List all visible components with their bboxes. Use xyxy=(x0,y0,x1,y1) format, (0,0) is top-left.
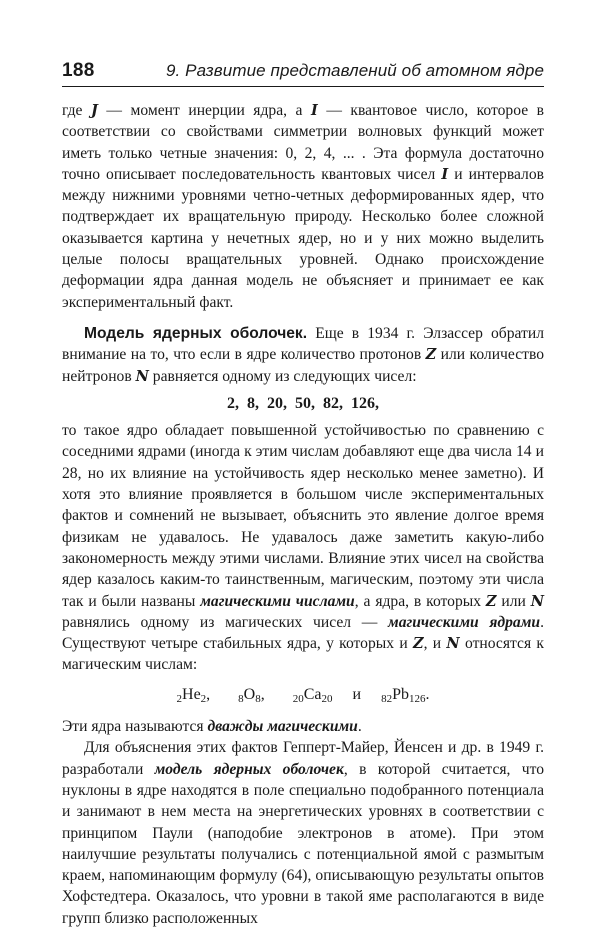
term-doubly-magic: дважды магическими xyxy=(207,718,358,736)
nucleus-oxygen: $_8O_8$, xyxy=(238,685,265,705)
conjunction: и xyxy=(352,685,362,703)
nucleus-lead: $_{82}Pb_{126}$. xyxy=(381,685,430,705)
term-shell-model: модель ядерных оболочек xyxy=(154,760,344,778)
paragraph-shell-model: Модель ядерных оболочек. Еще в 1934 г. Элзассер обратил внимание на то, что если в ядре количество протонов Z или количество нейтронов N равняется одному из следующих чисел: xyxy=(62,324,545,385)
paragraph-5: Для объяснения этих фактов Гепперт-Майер, Йенсен и др. в 1949 г. разработали модель ядерных оболочек, в которой считается, что нуклоны в ядре находятся в поле специально подобранного потенциала и занимают в нем места на энергетических уровнях в соответствии с принципом Паули (наподобие электронов в атоме). При этом наилучшие результаты получались с потенциальной ямой с размытым краем, напоминающим формулу (64), описывающую результаты опытов Хофстедтера. Оказалось, что уровни в такой яме располагаются в виде групп близко расположенных xyxy=(62,739,544,927)
running-head: 9. Развитие представлений об атомном ядре xyxy=(165,61,544,80)
page-number: 188 xyxy=(62,60,95,81)
doubly-magic-nuclei-formula xyxy=(62,684,544,710)
magic-numbers-formula: 2, 8, 20, 50, 82, 126, xyxy=(227,394,379,412)
nucleus-helium: $_2He_2$, xyxy=(176,685,211,705)
term-magic-nuclei: магическими ядрами xyxy=(388,613,541,631)
term-magic-numbers: магическими числами xyxy=(200,592,355,610)
paragraph-1: где J — момент инерции ядра, а I — квантовое число, которое в соответствии со свойствами симметрии волновых функций может иметь только четные значения: 0, 2, 4, ... . Эта формула достаточно точно описывает последовательность квантовых чисел I и интервалов между нижними уровнями четно-четных деформированных ядер, что подтверждает их вращательную природу. Несколько более сложной оказывается картина у нечетных ядер, но и у них можно выделить целые полосы вращательных уровней. Однако происхождение деформации ядра данная модель не объясняет и принимает ее как экспериментальный факт. xyxy=(62,102,545,311)
page-body xyxy=(62,100,544,929)
nucleus-calcium: $_{20}Ca_{20}$ xyxy=(292,685,333,705)
header-rule xyxy=(62,86,544,87)
paragraph-4: Эти ядра называются дважды магическими. xyxy=(62,718,362,736)
paragraph-3: то такое ядро обладает повышенной устойчивостью по сравнению с соседними ядрами (иногда к этим числам добавляют еще два числа 14 и 28, но их влияние на устойчивость ядер несколько менее заметно). И хотя это влияние проявляется в большом числе экспериментальных фактов и сомнений не вызывает, объяснить это явление долгое время физикам не удавалось. Не удавалось даже заметить какую-либо закономерность между этими числами. Влияние этих чисел на свойства ядер казалось каким-то таинственным, магическим, поэтому эти числа так и были названы магическими числами, а ядра, в которых Z или N равнялись одному из магических чисел — магическими ядрами. Существуют четыре стабильных ядра, у которых и Z, и N относятся к магическим числам: xyxy=(62,422,545,674)
section-heading: Модель ядерных оболочек. xyxy=(84,324,308,342)
